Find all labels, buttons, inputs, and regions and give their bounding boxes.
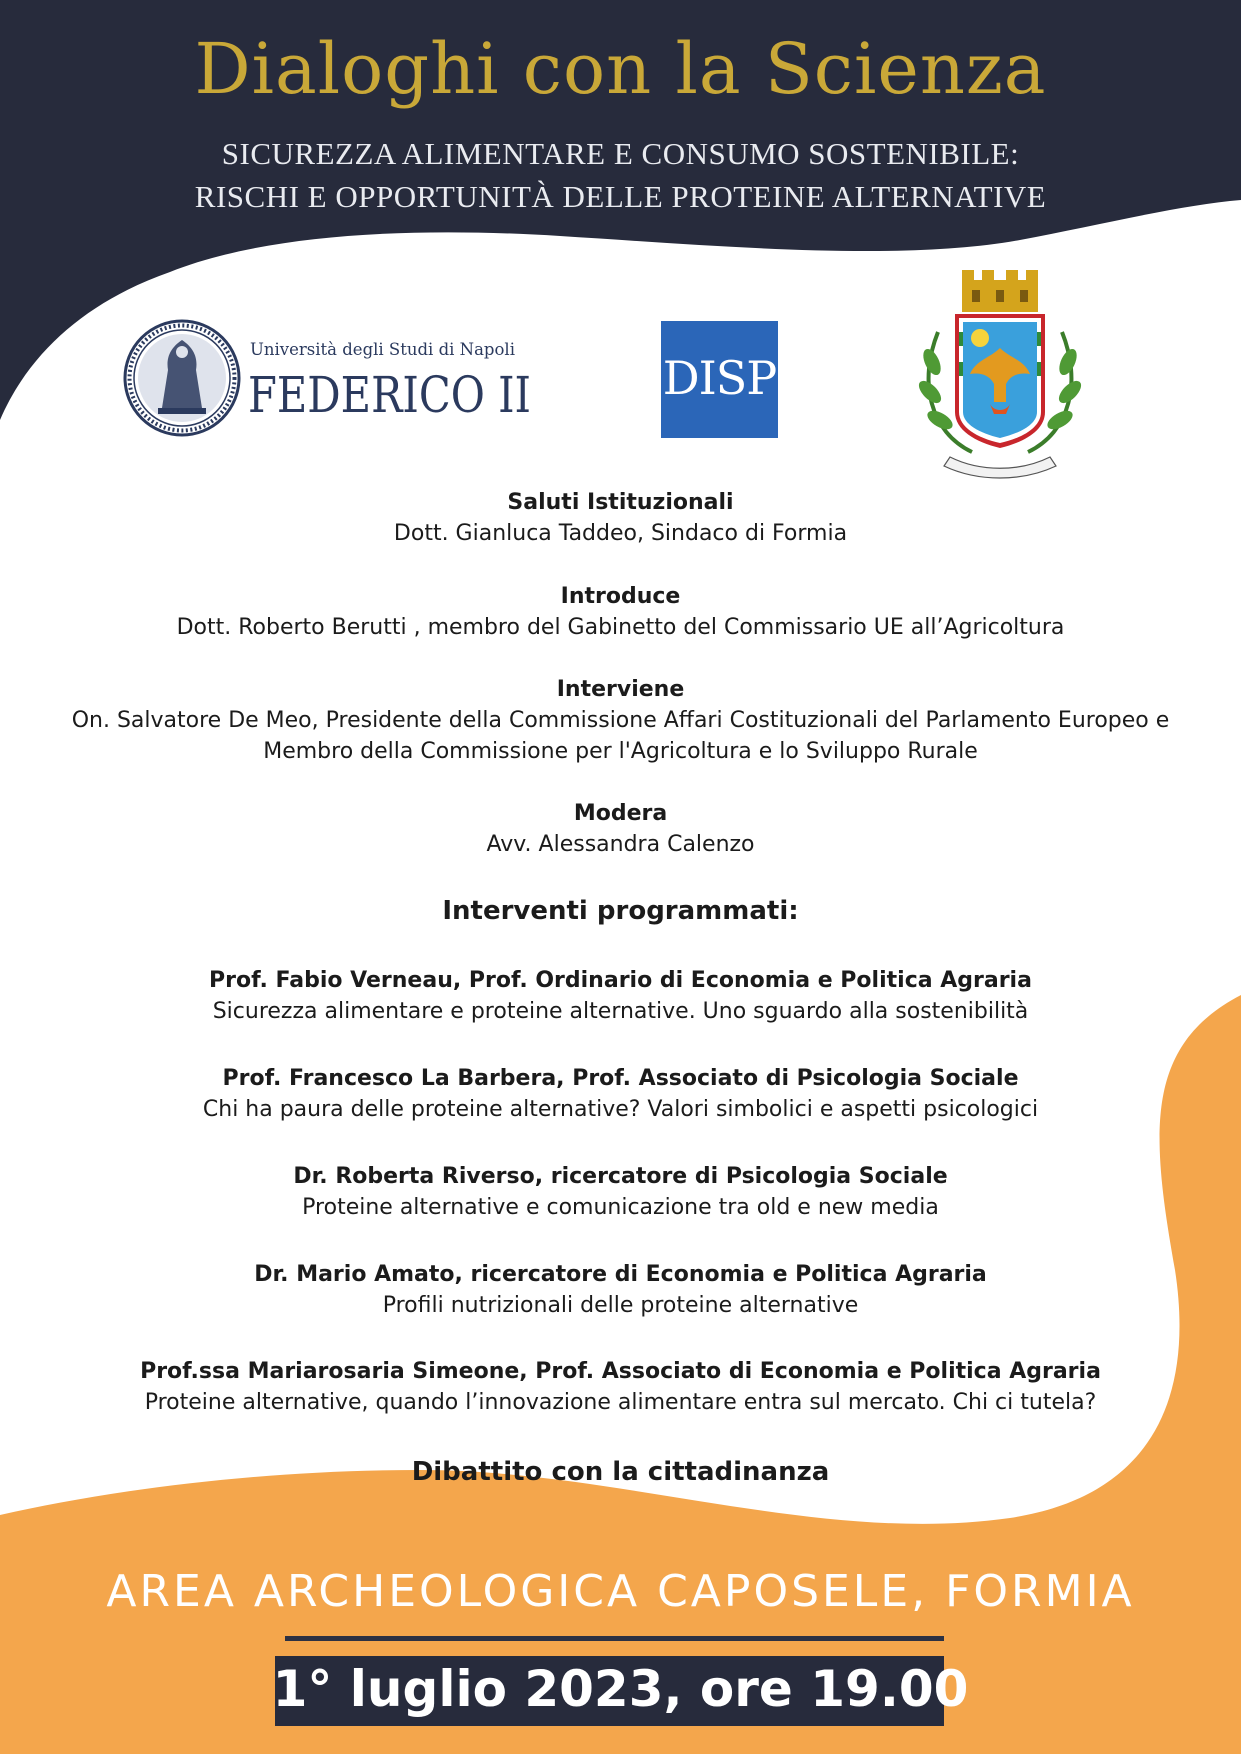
- poster-title: Dialoghi con la Scienza: [194, 28, 1047, 110]
- talk-topic: Proteine alternative, quando l’innovazione alimentare entra sul mercato. Chi ci tutela?: [144, 1390, 1097, 1415]
- introduce-text: Dott. Roberto Berutti , membro del Gabinetto del Commissario UE all’Agricoltura: [176, 615, 1065, 640]
- modera-heading: Modera: [573, 801, 668, 826]
- unina-wordmark: [248, 334, 533, 424]
- talk-topic: Chi ha paura delle proteine alternative? Valori simbolici e aspetti psicologici: [202, 1097, 1039, 1122]
- talk-item: [40, 965, 1201, 1027]
- section-interviene: [40, 674, 1201, 767]
- saluti-text: Dott. Gianluca Taddeo, Sindaco di Formia: [393, 521, 848, 546]
- footer-divider: [285, 1636, 944, 1641]
- interviene-heading: Interviene: [556, 677, 685, 702]
- modera-text: Avv. Alessandra Calenzo: [486, 832, 755, 857]
- saluti-heading: Saluti Istituzionali: [507, 490, 734, 515]
- subtitle-line-1: SICUREZZA ALIMENTARE E CONSUMO SOSTENIBILE:: [221, 136, 1020, 171]
- talk-topic: Sicurezza alimentare e proteine alternative. Uno sguardo alla sostenibilità: [212, 999, 1029, 1024]
- introduce-heading: Introduce: [560, 584, 681, 609]
- talk-item: [40, 1356, 1201, 1418]
- talk-speaker: Dr. Roberta Riverso, ricercatore di Psicologia Sociale: [293, 1164, 948, 1189]
- talk-speaker: Prof.ssa Mariarosaria Simeone, Prof. Associato di Economia e Politica Agraria: [140, 1359, 1101, 1384]
- unina-line-2: FEDERICO II: [248, 366, 531, 424]
- disp-logo: [661, 321, 778, 438]
- formia-crest-icon: [910, 262, 1090, 487]
- closing-debate: Dibattito con la cittadinanza: [411, 1457, 830, 1487]
- talk-speaker: Prof. Francesco La Barbera, Prof. Associato di Psicologia Sociale: [222, 1066, 1019, 1091]
- interventi-heading: Interventi programmati:: [442, 896, 799, 926]
- talk-item: [40, 1161, 1201, 1223]
- talk-item: [40, 1063, 1201, 1125]
- section-saluti: [40, 487, 1201, 549]
- subtitle-line-2: RISCHI E OPPORTUNITÀ DELLE PROTEINE ALTERNATIVE: [194, 179, 1047, 214]
- unina-line-1: Università degli Studi di Napoli: [250, 340, 515, 359]
- disp-logo-text: DISP: [662, 351, 777, 405]
- talk-speaker: Prof. Fabio Verneau, Prof. Ordinario di Economia e Politica Agraria: [209, 968, 1032, 993]
- section-introduce: [40, 581, 1201, 643]
- interviene-line-2: Membro della Commissione per l'Agricoltura e lo Sviluppo Rurale: [263, 739, 978, 764]
- event-date: 1° luglio 2023, ore 19.00: [272, 1660, 969, 1718]
- talk-speaker: Dr. Mario Amato, ricercatore di Economia e Politica Agraria: [254, 1262, 987, 1287]
- venue-label: AREA ARCHEOLOGICA CAPOSELE, FORMIA: [106, 1566, 1135, 1617]
- interviene-line-1: On. Salvatore De Meo, Presidente della Commissione Affari Costituzionali del Parlamento Europeo e: [71, 708, 1170, 733]
- talk-topic: Profili nutrizionali delle proteine alternative: [382, 1293, 859, 1318]
- unina-seal-icon: [122, 318, 242, 438]
- talk-topic: Proteine alternative e comunicazione tra old e new media: [302, 1195, 939, 1220]
- talk-item: [40, 1259, 1201, 1321]
- section-modera: [40, 798, 1201, 860]
